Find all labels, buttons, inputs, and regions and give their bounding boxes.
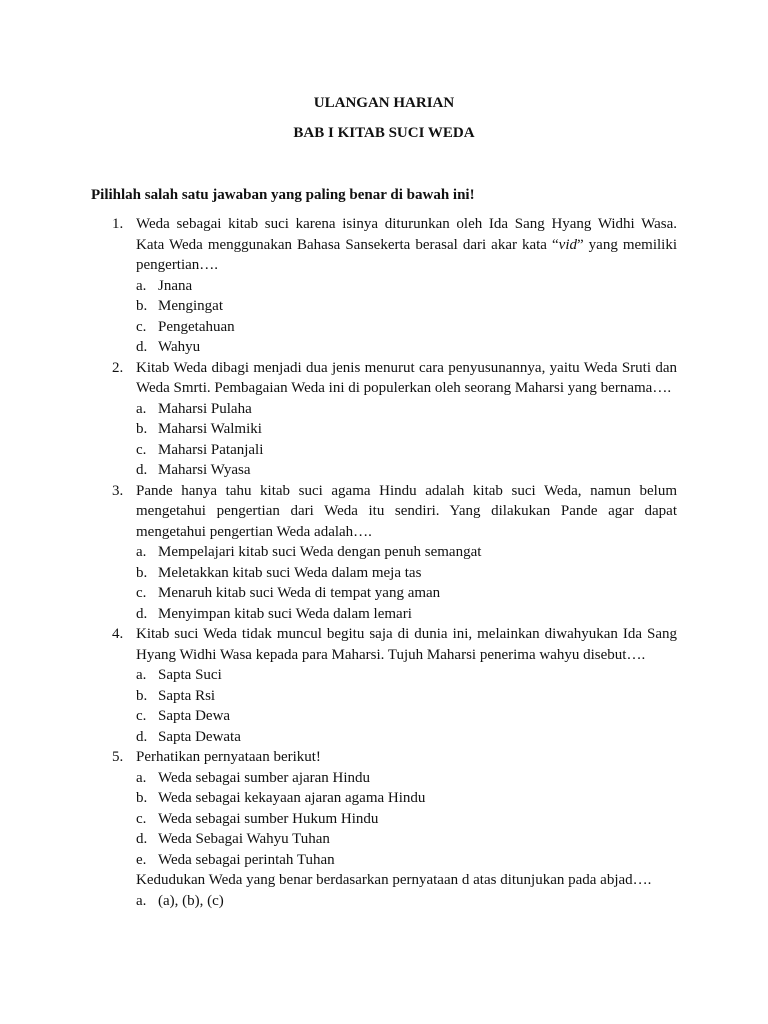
question-number: 1.	[112, 216, 124, 232]
instruction-text: Pilihlah salah satu jawaban yang paling benar di bawah ini!	[91, 187, 475, 203]
option-text: (a), (b), (c)	[158, 892, 224, 909]
option-letter: c.	[136, 318, 147, 335]
option-text: Wahyu	[158, 339, 201, 355]
answer-option	[0, 809, 768, 830]
question-line: Hyang Widhi Wasa kepada para Maharsi. Tujuh Maharsi penerima wahyu disebut….	[136, 646, 646, 663]
option-letter: a.	[136, 892, 147, 909]
question-number: 5.	[112, 749, 124, 765]
question-item	[0, 214, 768, 358]
option-letter: a.	[136, 400, 147, 417]
answer-option	[0, 686, 768, 707]
question-item	[0, 747, 768, 911]
option-text: Sapta Suci	[158, 667, 222, 683]
option-letter: a.	[136, 769, 147, 786]
question-line: Perhatikan pernyataan berikut!	[136, 749, 321, 765]
option-text: Mengingat	[158, 298, 223, 314]
option-letter: c.	[136, 441, 147, 458]
option-letter: b.	[136, 687, 148, 704]
question-line: Weda Smrti. Pembagaian Weda ini di populerkan oleh seorang Maharsi yang bernama….	[136, 380, 672, 396]
question-text	[136, 358, 677, 399]
option-letter: b.	[136, 298, 148, 314]
option-letter: d.	[136, 831, 148, 847]
question-list	[0, 214, 768, 911]
option-text: Menyimpan kitab suci Weda dalam lemari	[158, 605, 412, 622]
option-letter: d.	[136, 605, 148, 622]
answer-option	[0, 829, 768, 850]
question-text	[136, 214, 677, 276]
page-title: ULANGAN HARIAN	[313, 95, 455, 111]
question-item	[0, 624, 768, 747]
question-number: 3.	[112, 482, 124, 499]
option-letter: d.	[136, 339, 148, 355]
question-line: Kitab Weda dibagi menjadi dua jenis menurut cara penyusunannya, yaitu Weda Sruti dan	[136, 359, 677, 376]
question-line: Pande hanya tahu kitab suci agama Hindu adalah kitab suci Weda, namun belum	[136, 482, 677, 499]
option-letter: e.	[136, 851, 147, 868]
option-text: Jnana	[158, 277, 193, 294]
option-text: Menaruh kitab suci Weda di tempat yang aman	[158, 585, 441, 601]
answer-option	[0, 604, 768, 625]
answer-option	[0, 460, 768, 481]
option-text: Sapta Dewata	[158, 728, 241, 745]
option-text: Sapta Dewa	[158, 708, 231, 724]
question-text	[136, 481, 677, 543]
option-letter: a.	[136, 544, 147, 560]
answer-option	[0, 706, 768, 727]
option-letter: a.	[136, 277, 147, 294]
answer-option	[0, 583, 768, 604]
answer-option	[0, 768, 768, 789]
answer-option	[0, 337, 768, 358]
question-number: 2.	[112, 359, 124, 376]
option-text: Maharsi Patanjali	[158, 441, 264, 458]
option-letter: a.	[136, 667, 147, 683]
answer-option	[0, 296, 768, 317]
page-subtitle: BAB I KITAB SUCI WEDA	[293, 125, 475, 141]
option-text: Maharsi Wyasa	[158, 462, 251, 478]
question-line: Kitab suci Weda tidak muncul begitu saja di dunia ini, melainkan diwahyukan Ida Sang	[136, 626, 677, 642]
option-text: Pengetahuan	[158, 318, 235, 335]
option-letter: c.	[136, 585, 147, 601]
question-line: mengetahui pengertian dari Weda itu sendiri. Yang dilakukan Pande agar dapat	[136, 503, 677, 519]
answer-option	[0, 850, 768, 871]
option-letter: b.	[136, 564, 148, 581]
option-text: Weda sebagai sumber ajaran Hindu	[158, 769, 371, 786]
question-number: 4.	[112, 626, 124, 642]
option-text: Weda Sebagai Wahyu Tuhan	[158, 831, 330, 847]
question-text	[136, 747, 677, 768]
option-letter: c.	[136, 708, 147, 724]
answer-option	[0, 440, 768, 461]
option-text: Maharsi Pulaha	[158, 400, 252, 417]
option-text: Weda sebagai perintah Tuhan	[158, 851, 335, 868]
answer-option	[0, 317, 768, 338]
option-letter: d.	[136, 728, 148, 745]
option-text: Sapta Rsi	[158, 687, 216, 704]
question-line: mengetahui pengertian Weda adalah….	[136, 523, 372, 540]
option-letter: b.	[136, 790, 148, 806]
answer-option	[0, 542, 768, 563]
question-line: Weda sebagai kitab suci karena isinya diturunkan oleh Ida Sang Hyang Widhi Wasa.	[136, 216, 677, 232]
answer-option	[0, 276, 768, 297]
option-text: Weda sebagai kekayaan ajaran agama Hindu	[158, 790, 426, 806]
question-line: Kata Weda menggunakan Bahasa Sansekerta berasal dari akar kata “vid” yang memiliki	[136, 236, 677, 253]
question-item	[0, 358, 768, 481]
answer-option	[0, 665, 768, 686]
question-line: pengertian….	[136, 257, 219, 273]
answer-option	[0, 419, 768, 440]
answer-option	[0, 399, 768, 420]
option-text: Mempelajari kitab suci Weda dengan penuh semangat	[158, 544, 482, 560]
answer-option	[0, 563, 768, 584]
option-text: Maharsi Walmiki	[158, 421, 262, 437]
option-letter: b.	[136, 421, 148, 437]
question-item	[0, 481, 768, 625]
option-text: Weda sebagai sumber Hukum Hindu	[158, 810, 379, 827]
question-text	[136, 624, 677, 665]
option-text: Meletakkan kitab suci Weda dalam meja tas	[158, 564, 422, 581]
question-follow-text: Kedudukan Weda yang benar berdasarkan pernyataan d atas ditunjukan pada abjad….	[136, 872, 652, 888]
option-letter: d.	[136, 462, 148, 478]
option-letter: c.	[136, 810, 147, 827]
answer-option	[0, 727, 768, 748]
answer-option	[0, 788, 768, 809]
answer-choice	[0, 891, 768, 912]
